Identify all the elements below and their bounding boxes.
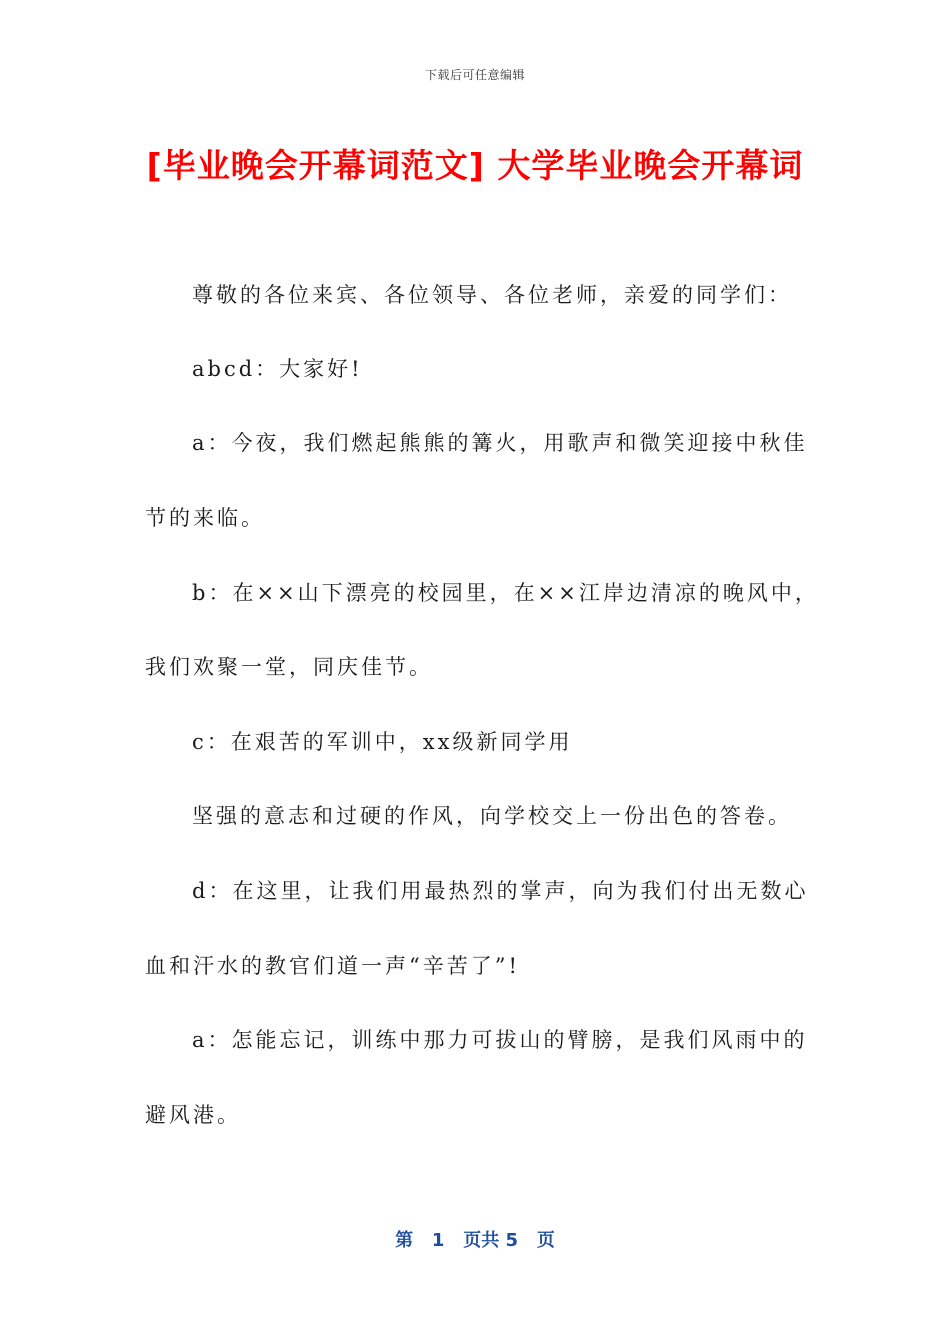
paragraph-line: 避风港。 (145, 1103, 241, 1127)
footer-label-last: 页 (536, 1230, 555, 1251)
page-footer (0, 1226, 950, 1252)
paragraph-line: a：今夜，我们燃起熊熊的篝火，用歌声和微笑迎接中秋佳 (192, 431, 808, 455)
paragraph-line: a：怎能忘记，训练中那力可拔山的臂膀，是我们风雨中的 (192, 1028, 808, 1052)
paragraph-line: b：在××山下漂亮的校园里，在××江岸边清凉的晚风中， (192, 581, 819, 605)
paragraph-line: 节的来临。 (145, 506, 265, 530)
paragraph-line: 坚强的意志和过硬的作风，向学校交上一份出色的答卷。 (192, 804, 792, 828)
current-page-number: 1 (431, 1230, 445, 1251)
paragraph-line: abcd：大家好! (192, 357, 363, 381)
paragraph-line: 尊敬的各位来宾、各位领导、各位老师，亲爱的同学们： (192, 283, 792, 307)
paragraph-line: 我们欢聚一堂，同庆佳节。 (145, 655, 433, 679)
document-title: [毕业晚会开幕词范文] 大学毕业晚会开幕词 (146, 146, 804, 185)
header-note: 下载后可任意编辑 (424, 68, 525, 82)
footer-label-first: 第 (395, 1230, 414, 1251)
paragraph-line: d：在这里，让我们用最热烈的掌声，向为我们付出无数心 (192, 879, 809, 903)
total-pages-number: 5 (505, 1230, 519, 1251)
footer-label-middle: 页共 (463, 1230, 500, 1251)
paragraph-line: 血和汗水的教官们道一声“辛苦了”! (145, 954, 520, 978)
paragraph-line: c：在艰苦的军训中，xx级新同学用 (192, 730, 573, 754)
